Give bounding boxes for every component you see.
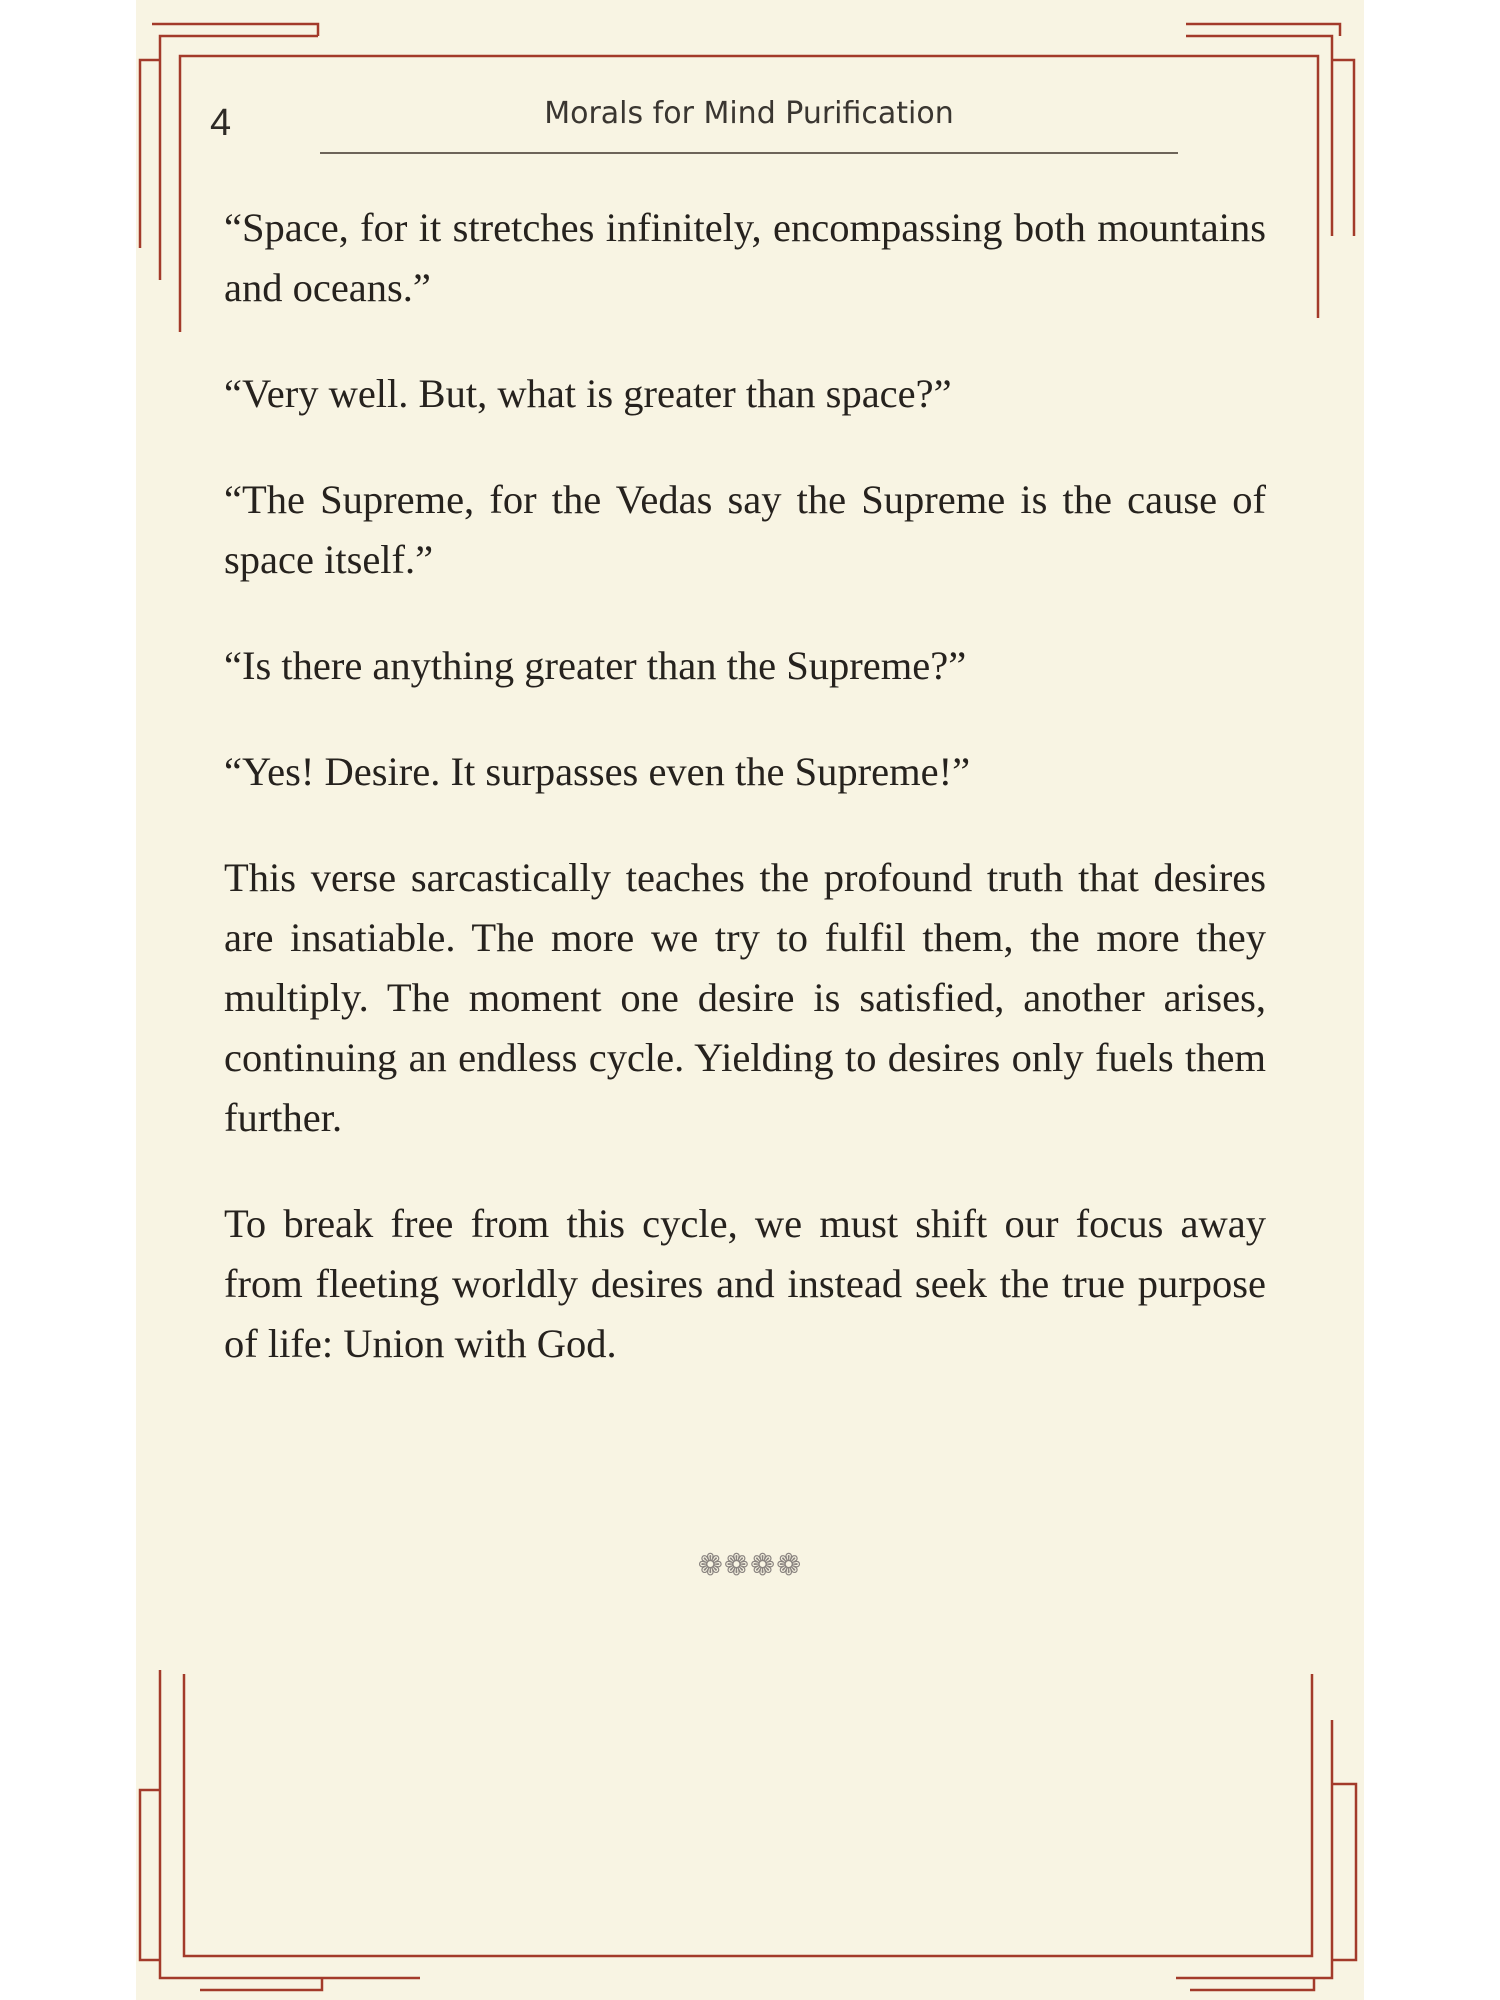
paragraph: To break free from this cycle, we must shift our focus away from fleeting worldly desires and instead seek the true purpose of life: Union with God. (224, 1201, 1266, 1366)
paragraph: “Space, for it stretches infinitely, encompassing both mountains and oceans.” (224, 205, 1266, 310)
body-text (224, 198, 1266, 1420)
paragraph: “Very well. But, what is greater than space?” (224, 371, 952, 416)
page-number: 4 (210, 102, 232, 144)
header-rule (320, 152, 1178, 154)
section-end-ornament: ❁❁❁❁ (697, 1548, 803, 1583)
paragraph: “Yes! Desire. It surpasses even the Supreme!” (224, 749, 971, 794)
paragraph: “Is there anything greater than the Supreme?” (224, 643, 967, 688)
running-head: Morals for Mind Purification (544, 96, 954, 131)
paragraph: This verse sarcastically teaches the profound truth that desires are insatiable. The more we try to fulfil them, the more they multiply. The moment one desire is satisfied, another arises, continuing an endless cycle. Yielding to desires only fuels them further. (224, 855, 1266, 1140)
paragraph: “The Supreme, for the Vedas say the Supreme is the cause of space itself.” (224, 477, 1266, 582)
